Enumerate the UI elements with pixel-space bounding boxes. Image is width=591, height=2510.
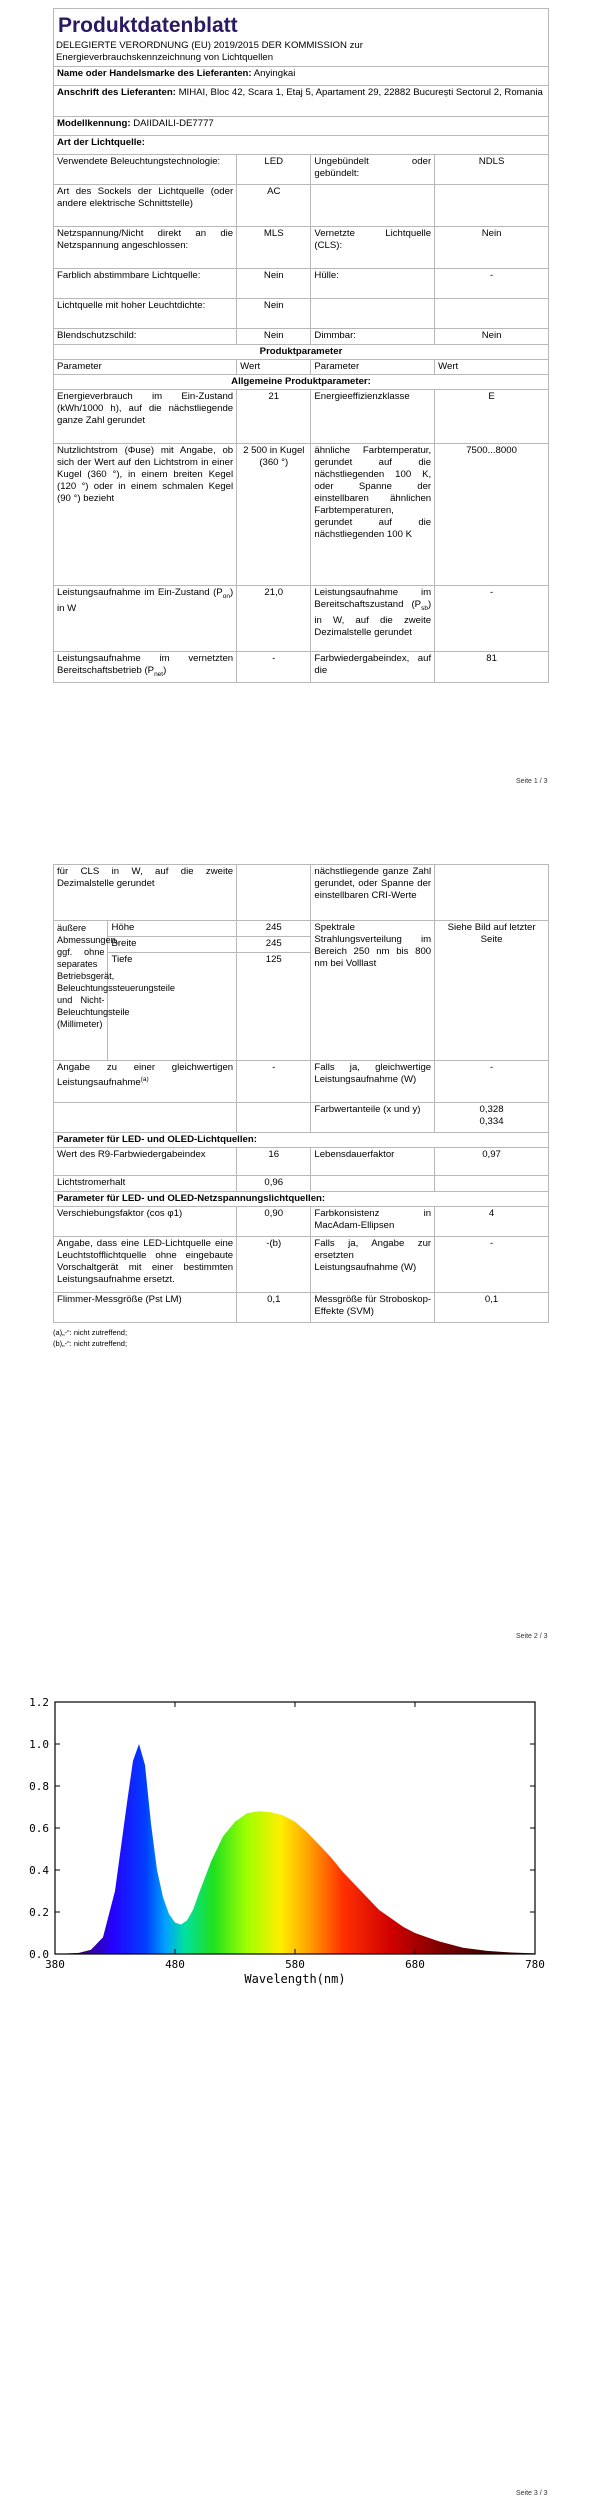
dim-value: 125 <box>237 953 311 1061</box>
chroma-label: Farbwertanteile (x und y) <box>311 1103 435 1133</box>
row-label: für CLS in W, auf die zweite Dezimalstelle gerundet <box>54 865 237 921</box>
row-value: 2 500 in Kugel (360 °) <box>237 444 311 586</box>
row-value: MLS <box>237 227 311 269</box>
row-label: Dimmbar: <box>311 329 435 345</box>
y-tick-label: 0.8 <box>29 1780 49 1793</box>
col-header-parameter: Parameter <box>311 360 435 375</box>
dim-name: Tiefe <box>108 953 237 1061</box>
row-value: LED <box>237 155 311 185</box>
datasheet-table-2 <box>53 864 549 1323</box>
row-label: Ungebündelt oder gebündelt: <box>311 155 435 185</box>
x-axis-label: Wavelength(nm) <box>244 1972 346 1986</box>
row-value: E <box>435 390 549 444</box>
row-label: Art des Sockels der Lichtquelle (oder andere elektrische Schnittstelle) <box>54 185 237 227</box>
page-title: Produktdatenblatt <box>58 14 238 37</box>
light-source-type-header: Art der Lichtquelle: <box>54 136 549 155</box>
x-tick-label: 480 <box>165 1958 185 1971</box>
y-tick-label: 0.4 <box>29 1864 49 1877</box>
supplier-name-value: Anyingkai <box>253 68 296 79</box>
model-value: DAIIDAILI-DE7777 <box>133 118 214 129</box>
row-value: 7500...8000 <box>435 444 549 586</box>
row-value: -(b) <box>237 1237 311 1293</box>
row-value: 4 <box>435 1207 549 1237</box>
row-label: Leistungsaufnahme im Ein-Zustand $(P_{on})$ in W <box>54 586 237 652</box>
page-number: Seite 3 / 3 <box>516 2490 548 2497</box>
mains-params-header: Parameter für LED- und OLED-Netzspannungslichtquellen: <box>54 1192 549 1207</box>
row-label: Verschiebungsfaktor (cos φ1) <box>54 1207 237 1237</box>
regulation-line-2: Energieverbrauchskennzeichnung von Lichtquellen <box>56 52 274 63</box>
row-value: NDLS <box>435 155 549 185</box>
row-value: - <box>237 1061 311 1103</box>
x-tick-label: 580 <box>285 1958 305 1971</box>
page-2 <box>0 805 591 1660</box>
row-value: - <box>435 586 549 652</box>
row-label <box>311 299 435 329</box>
page-number: Seite 1 / 3 <box>516 778 548 785</box>
chroma-y: 0,334 <box>479 1116 504 1127</box>
row-value: 0,1 <box>237 1293 311 1323</box>
supplier-address-label: Anschrift des Lieferanten: <box>57 87 176 98</box>
chroma-x: 0,328 <box>479 1104 504 1115</box>
y-tick-label: 1.0 <box>29 1738 49 1751</box>
spectral-label: Spektrale Strahlungsverteilung im Bereich 250 nm bis 800 nm bei Volllast <box>311 921 435 1061</box>
row-label: Vernetzte Lichtquelle (CLS): <box>311 227 435 269</box>
y-tick-label: 0.6 <box>29 1822 49 1835</box>
row-value <box>435 1176 549 1192</box>
row-label: Netzspannung/Nicht direkt an die Netzspannung angeschlossen: <box>54 227 237 269</box>
row-label: ähnliche Farbtemperatur, gerundet auf die nächstliegenden 100 K, oder Spanne der einstellbaren ähnlichen Farbtemperaturen, gerundet auf die nächstliegenden 100 K <box>311 444 435 586</box>
row-value: 81 <box>435 652 549 683</box>
row-value <box>237 865 311 921</box>
col-header-parameter: Parameter <box>54 360 237 375</box>
row-value: Nein <box>435 329 549 345</box>
row-label: Energieeffizienzklasse <box>311 390 435 444</box>
row-value: 21,0 <box>237 586 311 652</box>
row-value <box>237 1103 311 1133</box>
row-label: Energieverbrauch im Ein-Zustand (kWh/1000 h), auf die nächstliegende ganze Zahl gerundet <box>54 390 237 444</box>
y-tick-label: 0.2 <box>29 1906 49 1919</box>
row-value: 21 <box>237 390 311 444</box>
row-value: - <box>435 1061 549 1103</box>
spectral-value: Siehe Bild auf letzter Seite <box>435 921 549 1061</box>
spectrum-chart <box>0 1692 591 1992</box>
row-label: Hülle: <box>311 269 435 299</box>
supplier-address-value: MIHAI, Bloc 42, Scara 1, Etaj 5, Apartament 29, 22882 București Sectorul 2, Romania <box>178 87 543 98</box>
model-label: Modellkennung: <box>57 118 131 129</box>
dim-value: 245 <box>237 921 311 937</box>
row-label: Flimmer-Messgröße (Pst LM) <box>54 1293 237 1323</box>
dims-label: äußere Abmessungen, ggf. ohne separates Betriebsgerät, Beleuchtungssteuerungsteile und Nicht-Beleuchtungsteile (Millimeter) <box>54 921 108 1061</box>
row-label: Verwendete Beleuchtungstechnologie: <box>54 155 237 185</box>
x-tick-label: 380 <box>45 1958 65 1971</box>
spectrum-chart-container <box>0 1692 591 1997</box>
row-label: Farbwiedergabeindex, auf die <box>311 652 435 683</box>
row-value: 0,90 <box>237 1207 311 1237</box>
row-label: Blendschutzschild: <box>54 329 237 345</box>
dim-name: Breite <box>108 937 237 953</box>
row-value: AC <box>237 185 311 227</box>
y-tick-label: 1.2 <box>29 1696 49 1709</box>
datasheet-page-2 <box>53 864 549 1349</box>
supplier-name-label: Name oder Handelsmarke des Lieferanten: <box>57 68 252 79</box>
regulation-line-1: DELEGIERTE VERORDNUNG (EU) 2019/2015 DER KOMMISSION zur <box>56 40 363 51</box>
row-label: Angabe zu einer gleichwertigen Leistungsaufnahme$^{(a)}$ <box>54 1061 237 1103</box>
datasheet-page-1 <box>53 8 549 683</box>
row-label: Leistungsaufnahme im Bereitschaftszustand $(P_{sb})$ in W, auf die zweite Dezimalstelle gerundet <box>311 586 435 652</box>
row-label: nächstliegende ganze Zahl gerundet, oder Spanne der einstellbaren CRI-Werte <box>311 865 435 921</box>
row-value: - <box>435 269 549 299</box>
page-1 <box>0 0 591 805</box>
spectrum-area <box>55 1744 535 1954</box>
row-label: Wert des R9-Farbwiedergabeindex <box>54 1148 237 1176</box>
footnote-a: (a)„-“: nicht zutreffend; <box>53 1328 128 1337</box>
row-value <box>435 865 549 921</box>
row-label: Messgröße für Stroboskop-Effekte (SVM) <box>311 1293 435 1323</box>
row-label: Farblich abstimmbare Lichtquelle: <box>54 269 237 299</box>
row-label: Lebensdauerfaktor <box>311 1148 435 1176</box>
y-tick-label: 0.0 <box>29 1948 49 1961</box>
product-params-header: Produktparameter <box>54 345 549 360</box>
col-header-wert: Wert <box>435 360 549 375</box>
row-value <box>435 185 549 227</box>
footnotes <box>53 1327 549 1349</box>
dim-value: 245 <box>237 937 311 953</box>
row-label <box>54 1103 237 1133</box>
row-label: Leistungsaufnahme im vernetzten Bereitschaftsbetrieb $(P_{net})$ <box>54 652 237 683</box>
row-label <box>311 1176 435 1192</box>
dim-name: Höhe <box>108 921 237 937</box>
page-3 <box>0 1660 591 2510</box>
row-label: Lichtquelle mit hoher Leuchtdichte: <box>54 299 237 329</box>
row-label: Falls ja, gleichwertige Leistungsaufnahme (W) <box>311 1061 435 1103</box>
row-value: 16 <box>237 1148 311 1176</box>
col-header-wert: Wert <box>237 360 311 375</box>
row-value: Nein <box>435 227 549 269</box>
datasheet-table-1 <box>53 8 549 683</box>
general-params-header: Allgemeine Produktparameter: <box>54 375 549 390</box>
row-value <box>435 299 549 329</box>
row-label: Farbkonsistenz in MacAdam-Ellipsen <box>311 1207 435 1237</box>
row-value: 0,97 <box>435 1148 549 1176</box>
row-value: Nein <box>237 329 311 345</box>
footnote-b: (b)„-“: nicht zutreffend; <box>53 1339 128 1348</box>
chroma-values <box>435 1103 549 1133</box>
row-value: Nein <box>237 269 311 299</box>
page-number: Seite 2 / 3 <box>516 1633 548 1640</box>
row-value: - <box>237 652 311 683</box>
row-label: Lichtstromerhalt <box>54 1176 237 1192</box>
row-label: Nutzlichtstrom (Φuse) mit Angabe, ob sich der Wert auf den Lichtstrom in einer Kugel (360 °), in einem breiten Kegel (120 °) oder in einem schmalen Kegel (90 °) bezieht <box>54 444 237 586</box>
row-label: Angabe, dass eine LED-Lichtquelle eine Leuchtstofflichtquelle ohne eingebaute Vorschaltgerät mit einer bestimmten Leistungsaufnahme ersetzt. <box>54 1237 237 1293</box>
row-value: - <box>435 1237 549 1293</box>
row-label <box>311 185 435 227</box>
x-tick-label: 780 <box>525 1958 545 1971</box>
row-value: 0,96 <box>237 1176 311 1192</box>
x-tick-label: 680 <box>405 1958 425 1971</box>
led-params-header: Parameter für LED- und OLED-Lichtquellen: <box>54 1133 549 1148</box>
row-value: 0,1 <box>435 1293 549 1323</box>
row-value: Nein <box>237 299 311 329</box>
row-label: Falls ja, Angabe zur ersetzten Leistungsaufnahme (W) <box>311 1237 435 1293</box>
